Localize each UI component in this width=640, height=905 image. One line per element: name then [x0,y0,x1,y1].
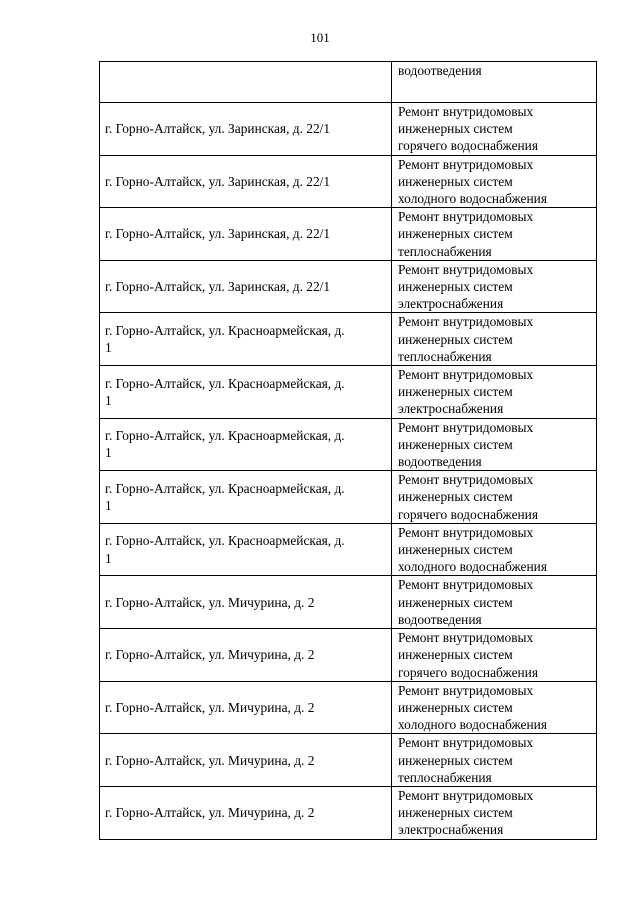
work-line: теплоснабжения [398,348,492,364]
work-line: водоотведения [398,454,482,470]
address-text: г. Горно-Алтайск, ул. Мичурина, д. 2 [105,594,315,610]
address-text: г. Горно-Алтайск, ул. Мичурина, д. 2 [105,699,315,715]
work-line: Ремонт внутридомовых [398,472,534,488]
work-cell [392,260,597,313]
work-line: инженерных систем [398,805,513,821]
address-cell [100,786,392,839]
address-cell [100,418,392,471]
table-row [100,155,597,208]
work-line: электроснабжения [398,822,504,838]
work-line: холодного водоснабжения [398,559,547,575]
address-text: г. Горно-Алтайск, ул. Красноармейская, д. [105,323,345,339]
address-cell [100,734,392,787]
table-row [100,418,597,471]
work-line: водоотведения [398,611,482,627]
work-cell [392,576,597,629]
address-cell [100,208,392,261]
work-line: Ремонт внутридомовых [398,261,534,277]
work-line: инженерных систем [398,699,513,715]
address-text: г. Горно-Алтайск, ул. Красноармейская, д. [105,428,345,444]
address-text: г. Горно-Алтайск, ул. Мичурина, д. 2 [105,805,315,821]
work-line: инженерных систем [398,384,513,400]
work-line: Ремонт внутридомовых [398,209,534,225]
work-line: инженерных систем [398,121,513,137]
table-row [100,629,597,682]
address-cell [100,471,392,524]
work-line: инженерных систем [398,752,513,768]
address-cell [100,313,392,366]
table-row [100,471,597,524]
table-row [100,62,597,103]
address-text-continuation: 1 [105,340,112,356]
address-cell [100,260,392,313]
work-line: Ремонт внутридомовых [398,104,534,119]
address-text: г. Горно-Алтайск, ул. Заринская, д. 22/1 [105,121,331,137]
table-row [100,523,597,576]
work-cell [392,418,597,471]
page-number: 101 [310,30,330,45]
address-text: г. Горно-Алтайск, ул. Красноармейская, д. [105,533,345,549]
work-line: инженерных систем [398,647,513,663]
work-cell [392,523,597,576]
work-line: Ремонт внутридомовых [398,156,534,172]
work-cell [392,629,597,682]
work-line: инженерных систем [398,489,513,505]
work-cell [392,366,597,419]
work-cell [392,155,597,208]
table-row [100,313,597,366]
work-line: инженерных систем [398,594,513,610]
table-row [100,366,597,419]
work-cell [392,734,597,787]
work-line: электроснабжения [398,296,504,312]
work-line: Ремонт внутридомовых [398,524,534,540]
work-line: Ремонт внутридомовых [398,787,534,803]
work-cell [392,471,597,524]
address-cell [100,155,392,208]
work-line: Ремонт внутридомовых [398,682,534,698]
work-line: горячего водоснабжения [398,506,539,522]
work-cell [392,313,597,366]
address-text-continuation: 1 [105,550,112,566]
address-text: г. Горно-Алтайск, ул. Красноармейская, д. [105,480,345,496]
address-cell [100,629,392,682]
work-line: Ремонт внутридомовых [398,735,534,751]
works-table [99,61,597,840]
address-text: г. Горно-Алтайск, ул. Мичурина, д. 2 [105,752,315,768]
table-row [100,734,597,787]
address-text-continuation: 1 [105,445,112,461]
works-table-body [100,62,597,840]
table-row [100,208,597,261]
address-text-continuation: 1 [105,498,112,514]
work-line: Ремонт внутридомовых [398,630,534,646]
work-line: холодного водоснабжения [398,191,547,207]
work-line: электроснабжения [398,401,504,417]
address-cell [100,523,392,576]
work-line: теплоснабжения [398,769,492,785]
work-line: Ремонт внутридомовых [398,577,534,593]
table-row [100,786,597,839]
work-line: инженерных систем [398,436,513,452]
work-line: инженерных систем [398,173,513,189]
address-cell [100,366,392,419]
address-cell [100,103,392,156]
work-line: теплоснабжения [398,243,492,259]
address-text: г. Горно-Алтайск, ул. Заринская, д. 22/1 [105,279,331,295]
work-line: горячего водоснабжения [398,138,539,154]
work-line: Ремонт внутридомовых [398,419,534,435]
work-line: инженерных систем [398,226,513,242]
address-text: г. Горно-Алтайск, ул. Мичурина, д. 2 [105,647,315,663]
address-cell [100,62,392,103]
address-cell [100,681,392,734]
table-row [100,576,597,629]
address-text-continuation: 1 [105,392,112,408]
work-line: Ремонт внутридомовых [398,314,534,330]
work-line: холодного водоснабжения [398,717,547,733]
work-cell [392,681,597,734]
table-row [100,681,597,734]
address-text: г. Горно-Алтайск, ул. Красноармейская, д. [105,375,345,391]
table-row [100,103,597,156]
address-text: г. Горно-Алтайск, ул. Заринская, д. 22/1 [105,226,331,242]
work-line: водоотведения [398,63,482,78]
work-cell [392,103,597,156]
work-line: инженерных систем [398,279,513,295]
work-cell [392,208,597,261]
table-row [100,260,597,313]
work-cell [392,786,597,839]
work-line: инженерных систем [398,331,513,347]
work-cell [392,62,597,103]
work-line: Ремонт внутридомовых [398,367,534,383]
work-line: инженерных систем [398,542,513,558]
work-line: горячего водоснабжения [398,664,539,680]
address-cell [100,576,392,629]
address-text: г. Горно-Алтайск, ул. Заринская, д. 22/1 [105,173,331,189]
